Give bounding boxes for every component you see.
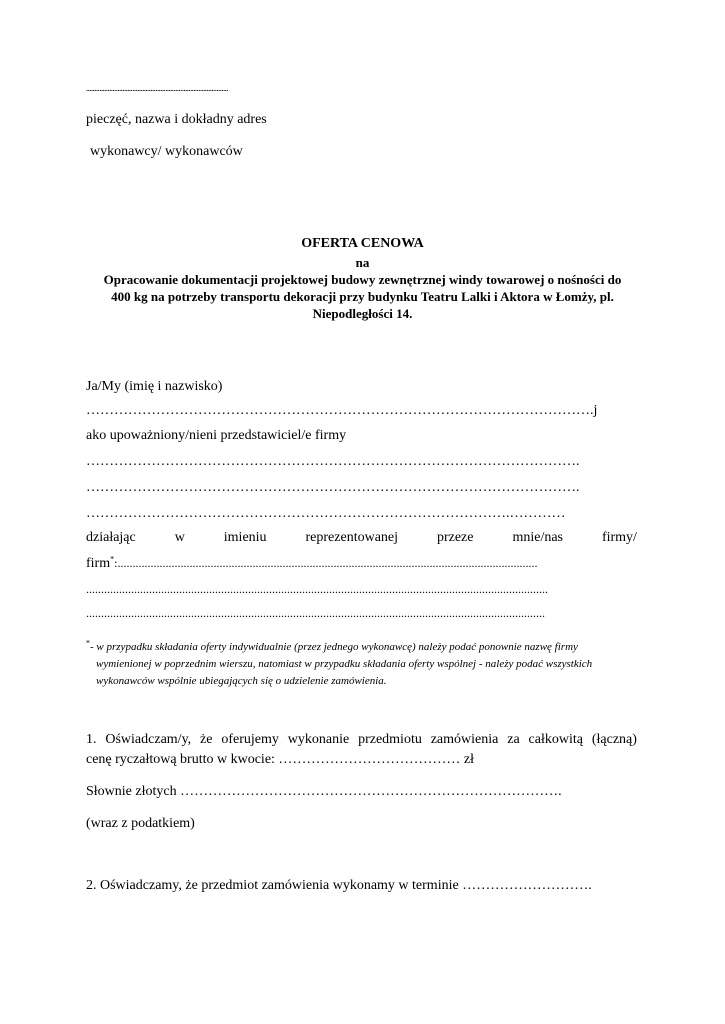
company-field-line2[interactable]: ……………………………………………………………………………………………. xyxy=(86,480,580,495)
firm-dots: :............................................................................................................................................ xyxy=(114,556,538,570)
seal-dots: ...................................................................................... xyxy=(86,83,228,93)
word: Oświadczam/y, xyxy=(105,732,192,747)
footnote-line2: wymienionej w poprzednim wierszu, natomiast w przypadku składania oferty wspólnej - należy podać wszystkich xyxy=(96,658,593,670)
footnote-asterisk: * xyxy=(86,638,90,648)
company-field-line1[interactable]: ……………………………………………………………………………………………. xyxy=(86,454,580,469)
word: firmy/ xyxy=(601,530,637,545)
firm-field-line3[interactable]: ......................................................................................................................................................... xyxy=(86,606,545,620)
acting-on-behalf-line xyxy=(86,530,637,546)
firm-label: firm xyxy=(86,556,111,571)
seal-label-line2: wykonawcy/ wykonawców xyxy=(90,144,243,159)
title-description-line3: Niepodległości 14. xyxy=(312,306,413,321)
price-amount-field[interactable]: cenę ryczałtową brutto w kwocie: ………………………………… zł xyxy=(86,752,475,767)
price-in-words-field[interactable]: Słownie złotych ………………………………………………………………………. xyxy=(86,784,562,799)
company-field-line3[interactable]: ……………………………………………………………………………….………… xyxy=(86,506,566,521)
word: (łączną) xyxy=(591,732,637,747)
word: za xyxy=(507,732,520,747)
name-label: Ja/My (imię i nazwisko) xyxy=(86,379,223,394)
representative-label: ako upoważniony/nieni przedstawiciel/e firmy xyxy=(86,428,347,443)
footnote-line3: wykonawców wspólnie ubiegających się o udzielenie zamówienia. xyxy=(96,675,387,687)
word: przedmiotu xyxy=(358,732,422,747)
word: mnie/nas xyxy=(512,530,563,545)
word: 1. xyxy=(86,732,97,747)
footnote-marker: * xyxy=(110,554,115,564)
word: działając xyxy=(86,530,136,545)
firm-field-line1[interactable] xyxy=(86,556,537,572)
title-description-line1: Opracowanie dokumentacji projektowej budowy zewnętrznej windy towarowej o nośności do xyxy=(103,272,622,287)
word: że xyxy=(200,732,213,747)
word: oferujemy xyxy=(221,732,279,747)
firm-field-line2[interactable]: .......................................................................................................................................................... xyxy=(86,582,548,596)
tax-note: (wraz z podatkiem) xyxy=(86,816,195,831)
seal-label-line1: pieczęć, nazwa i dokładny adres xyxy=(86,112,267,127)
footnote-line1: *- w przypadku składania oferty indywidualnie (przez jednego wykonawcę) należy podać ponownie nazwę firmy xyxy=(86,638,578,653)
word: wykonanie xyxy=(287,732,350,747)
title-description-line2: 400 kg na potrzeby transportu dekoracji przy budynku Teatru Lalki i Aktora w Łomży, pl. xyxy=(111,289,614,304)
document-title: OFERTA CENOWA xyxy=(301,236,424,251)
word: imieniu xyxy=(223,530,267,545)
price-statement-line1 xyxy=(86,732,637,748)
name-field[interactable]: ……………………………………………………………………………………………….j xyxy=(86,403,598,418)
word: w xyxy=(174,530,185,545)
word: przeze xyxy=(436,530,474,545)
word: reprezentowanej xyxy=(305,530,399,545)
deadline-field[interactable]: 2. Oświadczamy, że przedmiot zamówienia wykonamy w terminie ………………………. xyxy=(86,878,592,893)
word: zamówienia xyxy=(430,732,499,747)
word: całkowitą xyxy=(528,732,583,747)
title-na: na xyxy=(355,255,370,270)
